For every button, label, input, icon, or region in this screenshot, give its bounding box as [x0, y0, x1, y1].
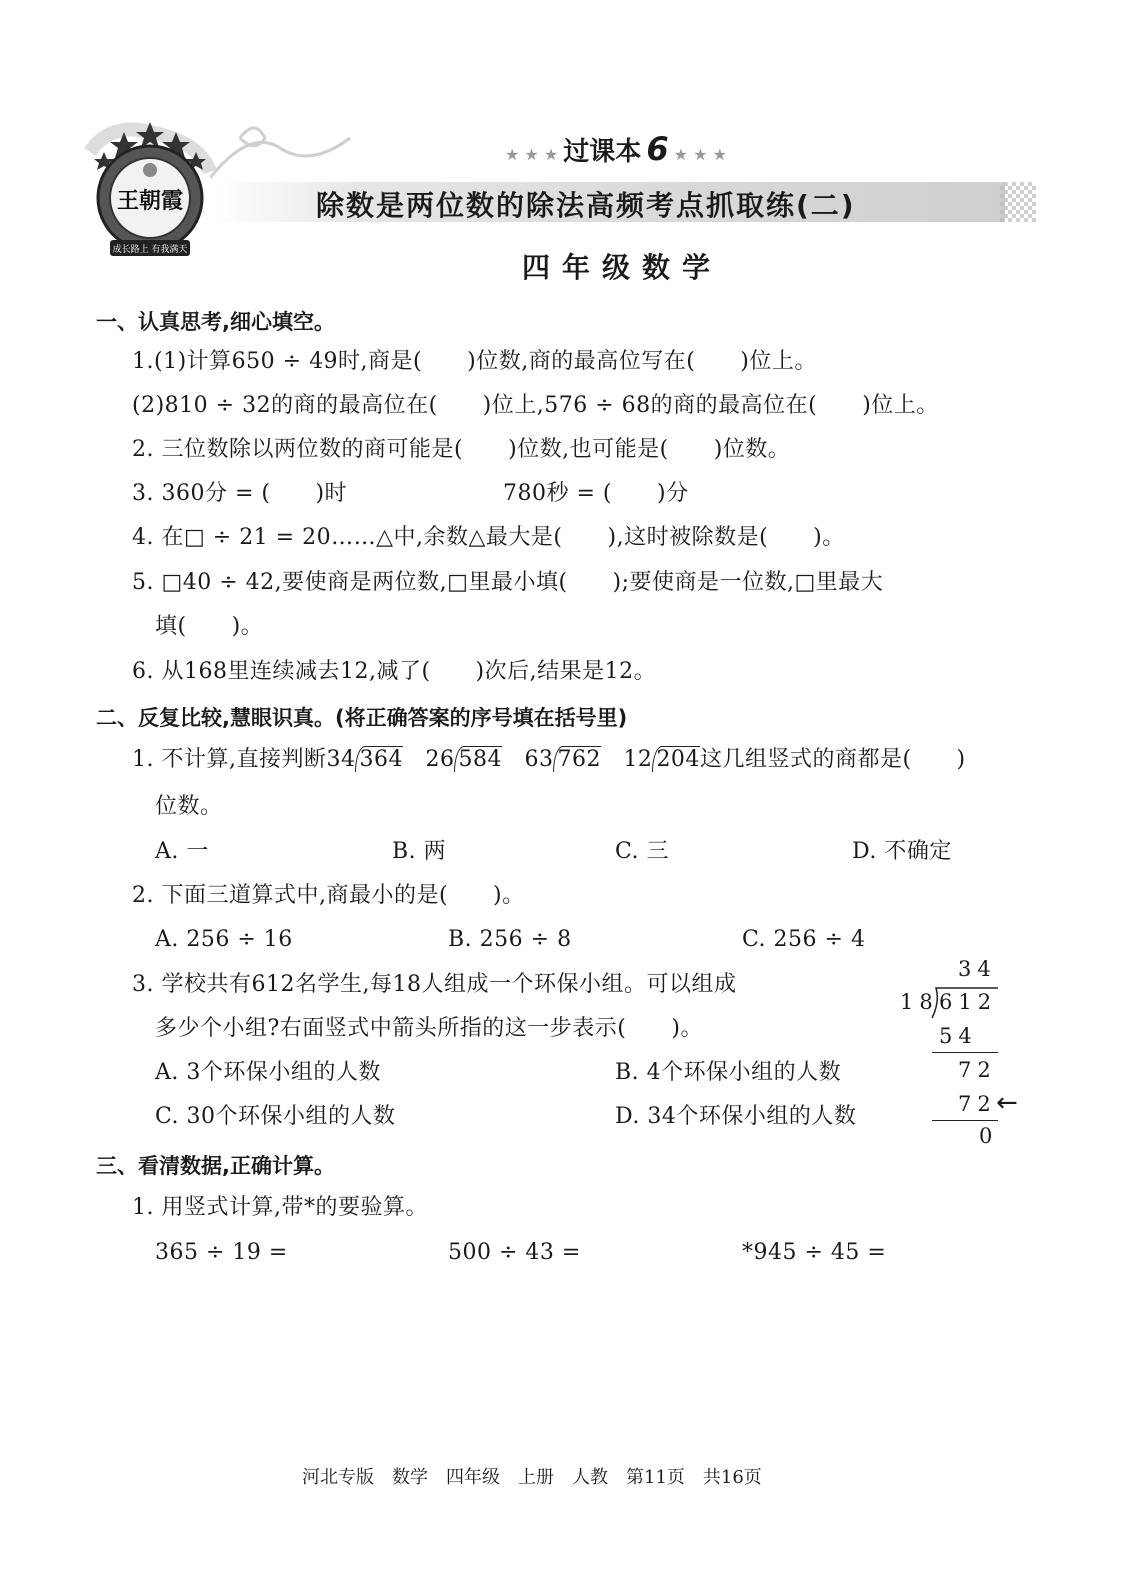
stars-left-icon: ★ ★ ★ [505, 145, 559, 164]
mc-question-3-line1: 3. 学校共有612名学生,每18人组成一个环保小组。可以组成 [132, 972, 737, 997]
question-1-2: (2)810 ÷ 32的商的最高位在( )位上,576 ÷ 68的商的最高位在( )位上。 [132, 393, 939, 418]
question-2: 2. 三位数除以两位数的商可能是( )位数,也可能是( )位数。 [132, 437, 791, 462]
section3-heading: 三、看清数据,正确计算。 [96, 1154, 335, 1178]
q3-option-c: C. 30个环保小组的人数 [155, 1104, 396, 1129]
ld-dividend: 612 [939, 990, 998, 1014]
question-5-line1: 5. □40 ÷ 42,要使商是两位数,□里最小填( );要使商是一位数,□里最大 [132, 570, 884, 595]
logo-name: 王朝霞 [116, 188, 184, 214]
q2-option-a: A. 256 ÷ 16 [155, 927, 293, 952]
page-subtitle: 四年级数学 [522, 251, 723, 284]
logo-slogan: 成长路上 有我满天 [112, 245, 188, 255]
option-b: B. 两 [392, 839, 447, 864]
ld-step2: 72 [958, 1058, 997, 1082]
ld-quotient: 34 [958, 957, 997, 981]
mc-question-2: 2. 下面三道算式中,商最小的是( )。 [132, 883, 525, 908]
calc-problem-2: 500 ÷ 43 = [448, 1240, 581, 1265]
q2-option-b: B. 256 ÷ 8 [448, 927, 572, 952]
q3-option-a: A. 3个环保小组的人数 [155, 1060, 381, 1085]
calc-question-1: 1. 用竖式计算,带*的要验算。 [132, 1195, 428, 1220]
page-footer: 河北专版 数学 四年级 上册 人教 第11页 共16页 [302, 1467, 762, 1488]
section1-heading: 一、认真思考,细心填空。 [96, 310, 335, 334]
mc-question-3-line2: 多少个小组?右面竖式中箭头所指的这一步表示( )。 [155, 1016, 703, 1041]
mc-question-1-line2: 位数。 [155, 794, 223, 819]
calc-problem-1: 365 ÷ 19 = [155, 1240, 288, 1265]
question-5-line2: 填( )。 [155, 614, 264, 639]
question-4: 4. 在□ ÷ 21 = 20……△中,余数△最大是( ),这时被除数是( )。 [132, 525, 845, 550]
stars-right-icon: ★ ★ ★ [673, 145, 727, 164]
q2-option-c: C. 256 ÷ 4 [742, 927, 866, 952]
series-label: ★ ★ ★ 过课本 6 ★ ★ ★ [505, 130, 727, 168]
ld-line-1 [932, 1052, 998, 1053]
option-c: C. 三 [615, 839, 670, 864]
page-title: 除数是两位数的除法高频考点抓取练(二) [316, 189, 856, 222]
checker-decoration [1000, 182, 1036, 222]
brand-logo [80, 112, 220, 262]
question-3a: 3. 360分 = ( )时 [132, 481, 348, 506]
question-1-1: 1.(1)计算650 ÷ 49时,商是( )位数,商的最高位写在( )位上。 [132, 349, 817, 374]
ld-step1: 54 [939, 1024, 978, 1048]
ld-remainder: 0 [979, 1124, 999, 1148]
section2-heading: 二、反复比较,慧眼识真。(将正确答案的序号填在括号里) [96, 706, 628, 730]
ld-line-2 [932, 1120, 998, 1121]
mc-question-1: 1. 不计算,直接判断34 364 26 584 63 762 12 204这几组竖式的商都是( ) [132, 747, 966, 772]
q3-option-d: D. 34个环保小组的人数 [615, 1104, 857, 1129]
calc-problem-3: *945 ÷ 45 = [742, 1240, 887, 1265]
option-a: A. 一 [155, 839, 209, 864]
ribbon-swirl-decoration [210, 118, 360, 188]
option-d: D. 不确定 [852, 839, 952, 864]
q3-option-b: B. 4个环保小组的人数 [615, 1060, 842, 1085]
question-3b: 780秒 = ( )分 [503, 481, 689, 506]
question-6: 6. 从168里连续减去12,减了( )次后,结果是12。 [132, 659, 657, 684]
long-division-notation: 34 364 26 584 63 762 12 204 [326, 747, 700, 772]
ld-divisor: 18 [900, 990, 939, 1014]
ld-arrow-icon: ← [996, 1088, 1018, 1118]
ld-step3: 72 [958, 1092, 997, 1116]
